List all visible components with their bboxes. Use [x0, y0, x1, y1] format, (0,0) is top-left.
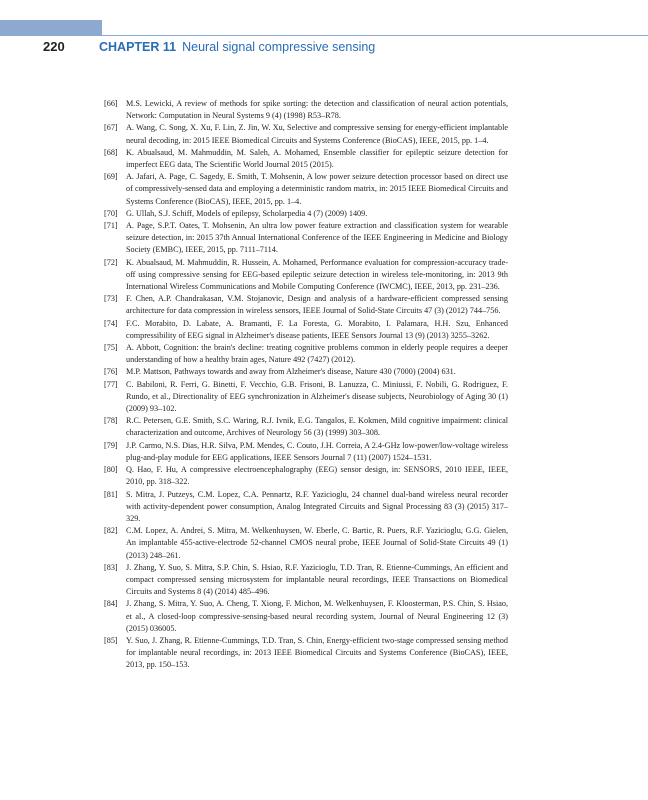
reference-text: G. Ullah, S.J. Schiff, Models of epilepsy, Scholarpedia 4 (7) (2009) 1409. [126, 208, 368, 218]
reference-number: [76] [104, 367, 118, 377]
reference-text: M.P. Mattson, Pathways towards and away from Alzheimer's disease, Nature 430 (7000) (2004) 631. [126, 367, 456, 377]
reference-entry [104, 440, 508, 464]
reference-text: A. Abbott, Cognition: the brain's decline: treating cognitive problems common in elderly people requires a deeper understanding of how a healthy brain ages, Nature 492 (7427) (2012). [126, 343, 508, 365]
reference-entry [104, 464, 508, 488]
reference-entry [104, 147, 508, 171]
reference-entry [104, 562, 508, 599]
reference-number: [84] [104, 599, 118, 609]
reference-entry [104, 635, 508, 672]
reference-entry [104, 379, 508, 416]
reference-entry [104, 98, 508, 122]
reference-entry [104, 366, 508, 378]
reference-text: C.M. Lopez, A. Andrei, S. Mitra, M. Welkenhuysen, W. Eberle, C. Bartic, R. Puers, R.F. Yazicioglu, G.G. Gielen, An implantable 455-active-electrode 52-channel CMOS neural probe, IEEE Journal of Solid-State Circuits 49 (1) (2013) 248–261. [126, 526, 508, 560]
reference-list [104, 98, 508, 672]
reference-number: [85] [104, 635, 118, 645]
reference-entry [104, 293, 508, 317]
reference-text: S. Mitra, J. Putzeys, C.M. Lopez, C.A. Pennartz, R.F. Yazicioglu, 24 channel dual-band wireless neural recorder with activity-dependent power consumption, Analog Integrated Circuits and Signal Processing 83 (3) (2015) 317–329. [126, 489, 508, 523]
reference-entry [104, 220, 508, 257]
reference-entry [104, 171, 508, 208]
reference-entry [104, 257, 508, 294]
reference-number: [66] [104, 99, 118, 108]
reference-entry [104, 342, 508, 366]
running-head [43, 38, 375, 58]
page-number: 220 [43, 39, 65, 54]
reference-number: [73] [104, 294, 118, 304]
reference-number: [82] [104, 526, 118, 536]
reference-text: J. Zhang, S. Mitra, Y. Suo, A. Cheng, T. Xiong, F. Michon, M. Welkenhuysen, F. Kloosterman, P.S. Chin, S. Hsiao, et al., A closed-loop compressive-sensing-based neural recording system, Journal of Neural Engineering 12 (3) (2015) 036005. [126, 599, 508, 633]
reference-number: [74] [104, 318, 118, 328]
reference-entry [104, 598, 508, 635]
reference-text: J. Zhang, Y. Suo, S. Mitra, S.P. Chin, S. Hsiao, R.F. Yazicioglu, T.D. Tran, R. Etienne-Cummings, An efficient and compact compressed sensing microsystem for implantable neural recordings, IEEE Transactions on Biomedical Circuits and Systems 8 (4) (2014) 485–496. [126, 562, 508, 597]
reference-text: A. Jafari, A. Page, C. Sagedy, E. Smith, T. Mohsenin, A low power seizure detection processor based on direct use of compressively-sensed data and employing a deterministic random matrix, in: 2015 IEEE Biomedical Circuits and Systems Conference (BioCAS), IEEE, 2015, pp. 1–4. [126, 172, 508, 206]
chapter-label: CHAPTER 11 [99, 40, 177, 54]
reference-number: [71] [104, 221, 118, 231]
reference-entry [104, 415, 508, 439]
reference-number: [75] [104, 343, 118, 353]
reference-number: [72] [104, 257, 118, 267]
reference-number: [78] [104, 416, 118, 426]
reference-number: [67] [104, 123, 118, 133]
reference-text: F. Chen, A.P. Chandrakasan, V.M. Stojanovic, Design and analysis of a hardware-efficient compressed sensing architecture for data compression in wireless sensors, IEEE Journal of Solid-State Circuits 47 (3) (2012) 744–756. [126, 294, 508, 316]
reference-text: A. Wang, C. Song, X. Xu, F. Lin, Z. Jin, W. Xu, Selective and compressive sensing for energy-efficient implantable neural decoding, in: 2015 IEEE Biomedical Circuits and Systems Conference (BioCAS), IEEE, 2015, pp. 1–4. [126, 123, 508, 145]
reference-number: [80] [104, 465, 118, 475]
reference-text: Y. Suo, J. Zhang, R. Etienne-Cummings, T.D. Tran, S. Chin, Energy-efficient two-stage compressed sensing method for implantable neural recordings, in: 2013 IEEE Biomedical Circuits and Systems Conference (BioCAS), IEEE, 2013, pp. 150–153. [126, 635, 508, 670]
reference-number: [79] [104, 440, 118, 450]
reference-text: K. Abualsaud, M. Mahmuddin, R. Hussein, A. Mohamed, Performance evaluation for compression-accuracy trade-off using compressive sensing for EEG-based epileptic seizure detection in wireless tele-monitoring, in: 2013 9th International Wireless Communications and Mobile Computing Conference (IWCMC), IEEE, 2013, pp. 231–236. [126, 257, 508, 292]
reference-entry [104, 489, 508, 526]
reference-entry [104, 525, 508, 562]
reference-text: R.C. Petersen, G.E. Smith, S.C. Waring, R.J. Ivnik, E.G. Tangalos, E. Kokmen, Mild cognitive impairment: clinical characterization and outcome, Archives of Neurology 56 (3) (1999) 303–308. [126, 416, 508, 438]
reference-text: Q. Hao, F. Hu, A compressive electroencephalography (EEG) sensor design, in: SENSORS, 2010 IEEE, IEEE, 2010, pp. 318–322. [126, 465, 508, 487]
reference-text: K. Abualsaud, M. Mahmuddin, M. Saleh, A. Mohamed, Ensemble classifier for epileptic seizure detection for imperfect EEG data, The Scientific World Journal 2015 (2015). [126, 147, 508, 170]
header-rule [0, 35, 648, 36]
reference-number: [77] [104, 379, 118, 389]
reference-text: A. Page, S.P.T. Oates, T. Mohsenin, An ultra low power feature extraction and classification system for wearable seizure detection, in: 2015 37th Annual International Conference of the IEEE Engineering in Medicine and Biology Society (EMBC), IEEE, 2015, pp. 7111–7114. [126, 221, 508, 255]
reference-entry [104, 122, 508, 146]
reference-text: F.C. Morabito, D. Labate, A. Bramanti, F. La Foresta, G. Morabito, I. Palamara, H.H. Szu, Enhanced compressibility of EEG signal in Alzheimer's disease patients, IEEE Sensors Journal 13 (9) (2013) 3255–3262. [126, 318, 508, 340]
reference-entry [104, 208, 508, 220]
reference-number: [69] [104, 172, 118, 182]
reference-text: M.S. Lewicki, A review of methods for spike sorting: the detection and classification of neural action potentials, Network: Computation in Neural Systems 9 (4) (1998) R53–R78. [126, 99, 508, 121]
reference-number: [70] [104, 208, 118, 218]
reference-number: [68] [104, 147, 118, 157]
header-accent-bar [0, 20, 102, 36]
reference-text: J.P. Carmo, N.S. Dias, H.R. Silva, P.M. Mendes, C. Couto, J.H. Correia, A 2.4-GHz low-power/low-voltage wireless plug-and-play module for EEG applications, IEEE Sensors Journal 7 (11) (2007) 1524–1531. [126, 440, 508, 462]
chapter-title: Neural signal compressive sensing [182, 40, 376, 54]
reference-number: [81] [104, 489, 118, 499]
reference-entry [104, 318, 508, 342]
reference-text: C. Babiloni, R. Ferri, G. Binetti, F. Vecchio, G.B. Frisoni, B. Lanuzza, C. Miniussi, F. Nobili, G. Rodriguez, F. Rundo, et al., Directionality of EEG synchronization in Alzheimer's disease subjects, Neurobiology of Aging 30 (1) (2009) 93–102. [126, 379, 508, 414]
reference-number: [83] [104, 562, 118, 572]
